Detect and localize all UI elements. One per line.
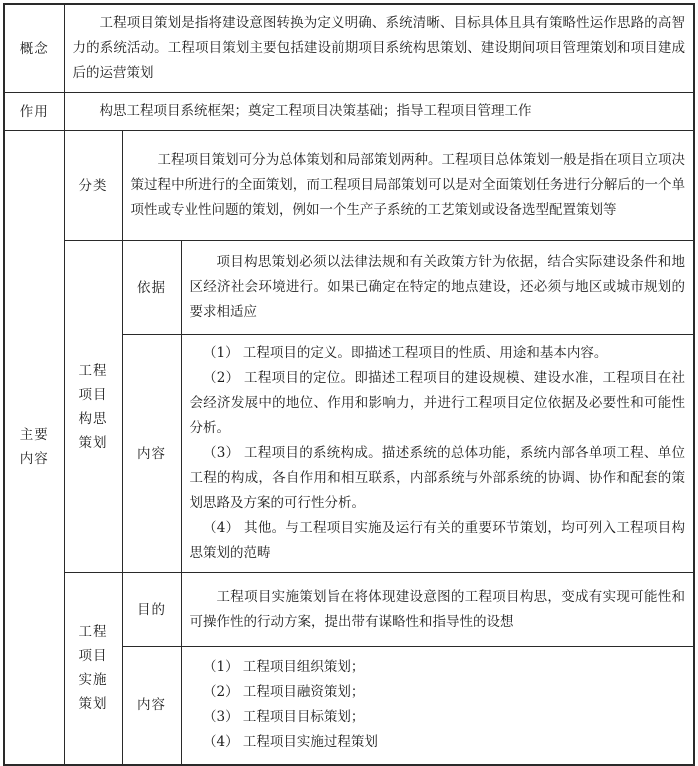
role-row — [4, 93, 694, 131]
main-label-line: 内容 — [19, 451, 49, 468]
list-item: （2） 工程项目融资策划； — [203, 684, 365, 701]
concept-label: 概念 — [4, 4, 64, 93]
main-content-label — [4, 131, 64, 765]
concept-planning-label-line: 策划 — [78, 434, 108, 451]
planning-table — [3, 3, 695, 766]
concept-row — [4, 4, 694, 93]
implementation-content-label: 内容 — [122, 647, 181, 765]
concept-planning-label-line: 构思 — [78, 410, 108, 427]
implementation-content-list — [181, 647, 694, 765]
implementation-planning-label — [64, 573, 122, 765]
purpose-text: 工程项目实施策划旨在将体现建设意图的工程项目构思，变成有实现可能性和可操作性的行动方案，提出带有谋略性和指导性的设想 — [181, 573, 694, 647]
classification-row — [4, 131, 694, 241]
concept-planning-label-line: 工程 — [78, 362, 108, 379]
role-text: 构思工程项目系统框架；奠定工程项目决策基础；指导工程项目管理工作 — [64, 93, 694, 131]
role-label: 作用 — [4, 93, 64, 131]
concept-content-list — [181, 335, 694, 573]
basis-row — [4, 241, 694, 335]
list-item: （2） 工程项目的定位。即描述工程项目的建设规模、建设水准，工程项目在社会经济发展中的地位、作用和影响力，并进行工程项目定位依据及必要性和可能性分析。 — [189, 370, 686, 436]
implementation-label-line: 策划 — [78, 696, 108, 713]
list-item: （1） 工程项目组织策划； — [203, 659, 365, 676]
concept-planning-label — [64, 241, 122, 573]
list-item: （4） 工程项目实施过程策划 — [203, 734, 378, 751]
classification-text: 工程项目策划可分为总体策划和局部策划两种。工程项目总体策划一般是指在项目立项决策过程中所进行的全面策划，而工程项目局部策划可以是对全面策划任务进行分解后的一个单项性或专业性问题的策划，例如一个生产子系统的工艺策划或设备选型配置策划等 — [122, 131, 694, 241]
list-item: （1） 工程项目的定义。即描述工程项目的性质、用途和基本内容。 — [203, 345, 608, 361]
list-item: （3） 工程项目目标策划； — [203, 709, 365, 726]
classification-label: 分类 — [64, 131, 122, 241]
basis-text: 项目构思策划必须以法律法规和有关政策方针为依据，结合实际建设条件和地区经济社会环境进行。如果已确定在特定的地点建设，还必须与地区或城市规划的要求相适应 — [181, 241, 694, 335]
main-label-line: 主要 — [19, 427, 49, 444]
basis-label: 依据 — [122, 241, 181, 335]
list-item: （4） 其他。与工程项目实施及运行有关的重要环节策划，均可列入工程项目构思策划的范畴 — [189, 520, 686, 561]
concept-planning-label-line: 项目 — [78, 386, 108, 403]
implementation-label-line: 实施 — [78, 672, 108, 689]
list-item: （3） 工程项目的系统构成。描述系统的总体功能，系统内部各单项工程、单位工程的构成，各自作用和相互联系，内部系统与外部系统的协调、协作和配套的策划思路及方案的可行性分析。 — [189, 445, 686, 511]
concept-content-label: 内容 — [122, 335, 181, 573]
purpose-label: 目的 — [122, 573, 181, 647]
purpose-row — [4, 573, 694, 647]
concept-text: 工程项目策划是指将建设意图转换为定义明确、系统清晰、目标具体且具有策略性运作思路的高智力的系统活动。工程项目策划主要包括建设前期项目系统构思策划、建设期间项目管理策划和项目建成后的运营策划 — [64, 4, 694, 93]
implementation-label-line: 项目 — [78, 648, 108, 665]
implementation-label-line: 工程 — [78, 624, 108, 641]
